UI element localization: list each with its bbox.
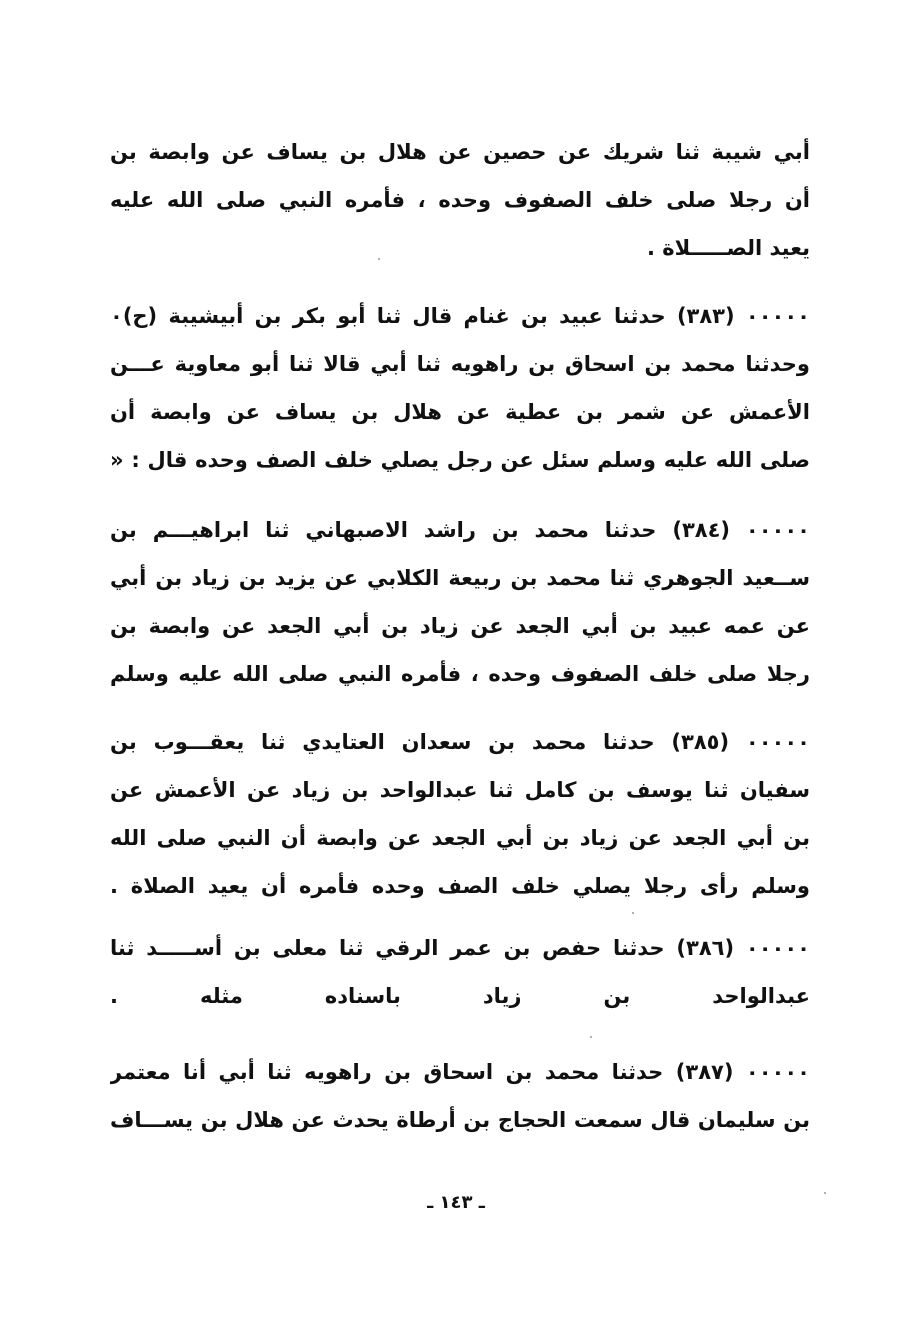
paragraph-hadith-386 xyxy=(110,924,810,1020)
scan-speck xyxy=(632,912,634,914)
text-line: ٠٠٠٠٠ (٣٨٣) حدثنا عبيد بن غنام قال ثنا أبو بكر بن أبيشيبة (ح)٠ xyxy=(110,304,810,328)
paragraph-hadith-387 xyxy=(110,1048,810,1144)
text-line: ٠٠٠٠٠ (٣٨٥) حدثنا محمد بن سعدان العتايدي ثنا يعقـــوب بن xyxy=(110,730,810,754)
paragraph-hadith-383 xyxy=(110,292,810,484)
paragraph-1 xyxy=(110,128,810,272)
text-line: ٠٠٠٠٠ (٣٨٦) حدثنا حفص بن عمر الرقي ثنا معلى بن أســـــد ثنا xyxy=(110,936,810,960)
text-line: صلى الله عليه وسلم سئل عن رجل يصلي خلف الصف وحده قال : « xyxy=(110,448,810,472)
text-line: الأعمش عن شمر بن عطية عن هلال بن يساف عن وابصة أن xyxy=(110,400,810,424)
scan-speck xyxy=(590,1036,592,1038)
scan-speck xyxy=(824,1192,826,1194)
text-line: وحدثنا محمد بن اسحاق بن راهويه ثنا أبي قالا ثنا أبو معاوية عـــن xyxy=(110,352,810,376)
text-line: ســعيد الجوهري ثنا محمد بن ربيعة الكلابي عن يزيد بن زياد بن أبي xyxy=(110,566,810,590)
text-line: سفيان ثنا يوسف بن كامل ثنا عبدالواحد بن زياد عن الأعمش عن xyxy=(110,778,810,802)
text-line: عبدالواحد بن زياد باسناده مثله . xyxy=(110,984,810,1008)
text-line: وسلم رأى رجلا يصلي خلف الصف وحده فأمره أن يعيد الصلاة . xyxy=(110,874,810,898)
text-line: ٠٠٠٠٠ (٣٨٧) حدثنا محمد بن اسحاق بن راهويه ثنا أبي أنا معتمر xyxy=(110,1060,810,1084)
paragraph-hadith-385 xyxy=(110,718,810,910)
text-line: رجلا صلى خلف الصفوف وحده ، فأمره النبي صلى الله عليه وسلم xyxy=(110,662,810,686)
paragraph-hadith-384 xyxy=(110,506,810,698)
text-line: يعيد الصـــــلاة . xyxy=(646,236,810,260)
text-line: أن رجلا صلى خلف الصفوف وحده ، فأمره النبي صلى الله عليه xyxy=(110,188,810,212)
text-line: عن عمه عبيد بن أبي الجعد عن زياد بن أبي الجعد عن وابصة بن xyxy=(110,614,810,638)
text-line: بن أبي الجعد عن زياد بن أبي الجعد عن وابصة أن النبي صلى الله xyxy=(110,826,810,850)
text-line: أبي شيبة ثنا شريك عن حصين عن هلال بن يساف عن وابصة بن xyxy=(110,140,810,164)
text-line: بن سليمان قال سمعت الحجاج بن أرطاة يحدث عن هلال بن يســـاف xyxy=(110,1108,810,1132)
scan-speck xyxy=(378,258,380,260)
text-line: ٠٠٠٠٠ (٣٨٤) حدثنا محمد بن راشد الاصبهاني ثنا ابراهيـــم بن xyxy=(110,518,810,542)
page-number: ـ ١٤٣ ـ xyxy=(427,1192,485,1213)
